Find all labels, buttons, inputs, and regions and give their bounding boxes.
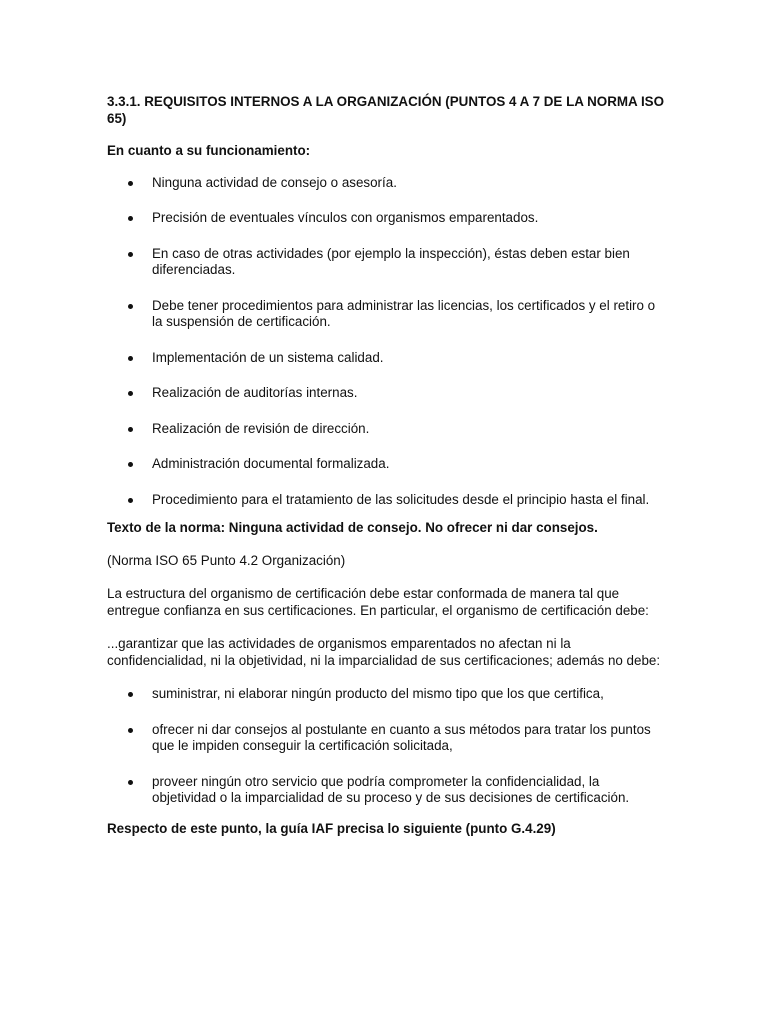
list-item-text: Procedimiento para el tratamiento de las solicitudes desde el principio hasta el final. — [152, 491, 650, 507]
list-item-text: Debe tener procedimientos para administrar las licencias, los certificados y el retiro o la suspensión de certificación. — [152, 297, 656, 329]
list-item-text: Realización de revisión de dirección. — [152, 420, 370, 436]
bullet-icon — [128, 692, 133, 697]
list-item — [107, 175, 667, 192]
bullet-icon — [128, 462, 133, 467]
list-item-text: Ninguna actividad de consejo o asesoría. — [152, 174, 397, 190]
bullet-icon — [128, 728, 133, 733]
bullet-icon — [128, 181, 133, 186]
list-item-text: Precisión de eventuales vínculos con organismos emparentados. — [152, 210, 539, 225]
section-title: 3.3.1. REQUISITOS INTERNOS A LA ORGANIZACIÓN (PUNTOS 4 A 7 DE LA NORMA ISO 65) — [107, 94, 665, 126]
list-item — [107, 385, 667, 402]
bullet-icon — [128, 216, 133, 221]
bullet-icon — [128, 304, 133, 309]
bullet-icon — [128, 498, 133, 503]
requirements-list — [107, 175, 667, 509]
list-item — [107, 421, 667, 438]
list-item-text: ofrecer ni dar consejos al postulante en cuanto a sus métodos para tratar los puntos que le impiden conseguir la certificación solicitada, — [152, 721, 651, 753]
list-item — [107, 298, 667, 331]
bullet-icon — [128, 427, 133, 432]
list-item — [107, 210, 667, 227]
list-item-text: Realización de auditorías internas. — [152, 385, 358, 400]
paragraph-structure: La estructura del organismo de certificación debe estar conformada de manera tal que entregue confianza en sus certificaciones. En particular, el organismo de certificación debe: — [107, 586, 649, 618]
list-item — [107, 722, 667, 755]
list-item-text: suministrar, ni elaborar ningún producto del mismo tipo que los que certifica, — [152, 686, 604, 701]
list-item-text: proveer ningún otro servicio que podría comprometer la confidencialidad, la objetividad o la imparcialidad de su proceso y de sus decisiones de certificación. — [152, 773, 630, 805]
bullet-icon — [128, 780, 133, 785]
bullet-icon — [128, 252, 133, 257]
closing-heading: Respecto de este punto, la guía IAF precisa lo siguiente (punto G.4.29) — [107, 820, 556, 836]
bullet-icon — [128, 391, 133, 396]
list-item-text: Administración documental formalizada. — [152, 456, 390, 471]
section-subtitle: En cuanto a su funcionamiento: — [107, 143, 311, 158]
document-page — [107, 94, 667, 837]
list-item — [107, 686, 667, 703]
norm-heading: Texto de la norma: Ninguna actividad de consejo. No ofrecer ni dar consejos. — [107, 520, 598, 535]
restrictions-list — [107, 686, 667, 807]
list-item — [107, 774, 667, 807]
list-item — [107, 350, 667, 367]
bullet-icon — [128, 356, 133, 361]
list-item — [107, 492, 667, 509]
norm-reference: (Norma ISO 65 Punto 4.2 Organización) — [107, 552, 346, 568]
list-item-text: En caso de otras actividades (por ejemplo la inspección), éstas deben estar bien diferenciadas. — [152, 245, 630, 277]
list-item-text: Implementación de un sistema calidad. — [152, 349, 384, 365]
list-item — [107, 456, 667, 473]
paragraph-guarantee: ...garantizar que las actividades de organismos emparentados no afectan ni la confidencialidad, ni la objetividad, ni la imparcialidad de sus certificaciones; además no debe: — [107, 636, 661, 668]
list-item — [107, 246, 667, 279]
